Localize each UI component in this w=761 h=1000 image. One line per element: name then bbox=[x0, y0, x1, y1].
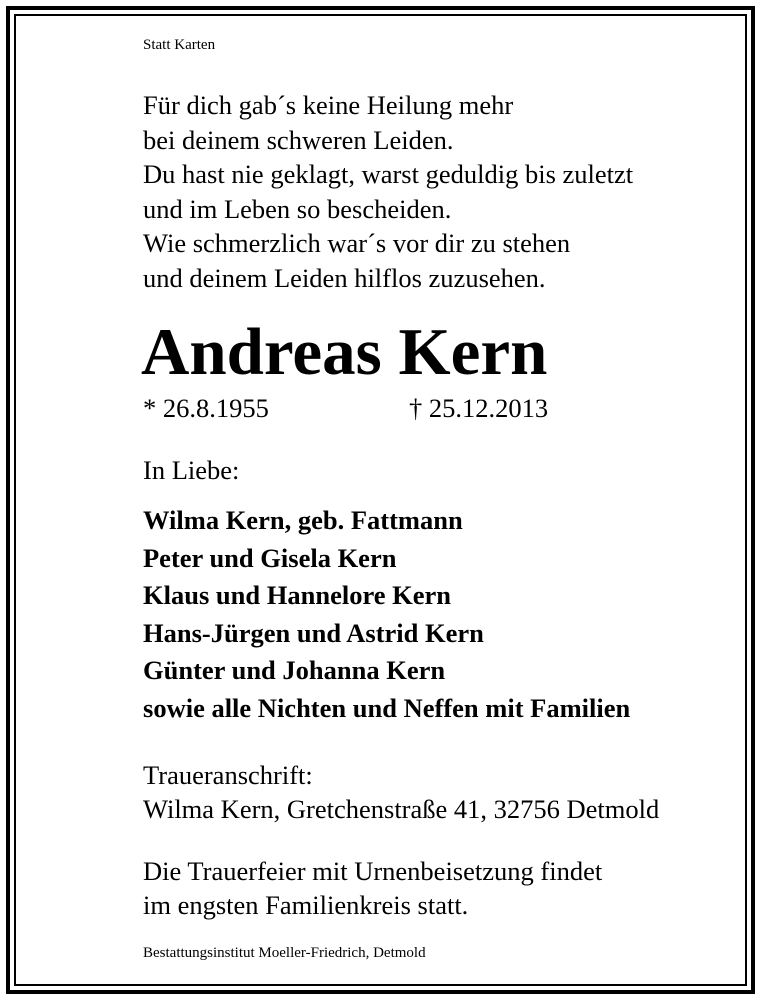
statt-karten-label: Statt Karten bbox=[143, 37, 216, 53]
death-date: † 25.12.2013 bbox=[409, 393, 549, 423]
funeral-line: Die Trauerfeier mit Urnenbeisetzung findet bbox=[143, 856, 603, 886]
mourner-item: sowie alle Nichten und Neffen mit Familien bbox=[143, 692, 631, 723]
poem-line: Für dich gab´s keine Heilung mehr bbox=[143, 90, 514, 120]
mourner-item: Klaus und Hannelore Kern bbox=[143, 580, 451, 611]
mourner-item: Hans-Jürgen und Astrid Kern bbox=[143, 617, 484, 648]
birth-date: * 26.8.1955 bbox=[143, 393, 269, 423]
deceased-name: Andreas Kern bbox=[141, 315, 548, 389]
poem-line: Wie schmerzlich war´s vor dir zu stehen bbox=[143, 228, 571, 258]
address-label: Traueranschrift: bbox=[143, 760, 313, 790]
mourning-address bbox=[143, 758, 659, 826]
mourners-list bbox=[143, 502, 630, 728]
funeral-info bbox=[143, 854, 602, 922]
poem-line: bei deinem schweren Leiden. bbox=[143, 124, 454, 155]
address-value: Wilma Kern, Gretchenstraße 41, 32756 Detmold bbox=[143, 794, 660, 824]
mourner-item: Günter und Johanna Kern bbox=[143, 655, 446, 686]
poem-line: und im Leben so bescheiden. bbox=[143, 193, 452, 224]
poem-line: und deinem Leiden hilflos zuzusehen. bbox=[143, 262, 546, 293]
mourner-item: Peter und Gisela Kern bbox=[143, 542, 397, 573]
undertaker-credit: Bestattungsinstitut Moeller-Friedrich, Detmold bbox=[143, 945, 426, 961]
mourner-item: Wilma Kern, geb. Fattmann bbox=[143, 505, 463, 535]
poem bbox=[143, 88, 633, 295]
funeral-line: im engsten Familienkreis statt. bbox=[143, 890, 469, 920]
mourners-intro: In Liebe: bbox=[143, 455, 240, 485]
poem-line: Du hast nie geklagt, warst geduldig bis zuletzt bbox=[143, 159, 634, 189]
